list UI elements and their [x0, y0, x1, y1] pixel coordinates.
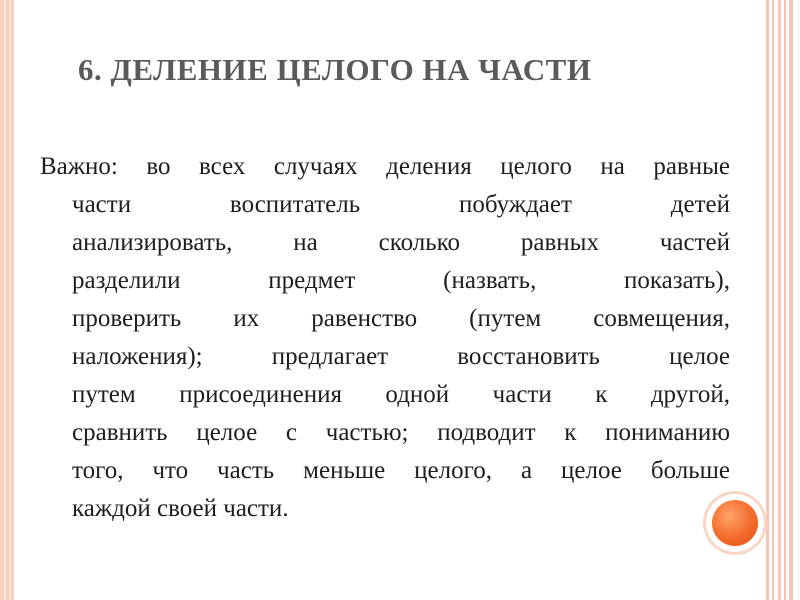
left-decorative-border	[0, 0, 14, 600]
right-border-stripe	[784, 0, 786, 600]
decorative-orange-circle	[712, 500, 758, 546]
left-border-stripe	[9, 0, 11, 600]
slide-title: 6. ДЕЛЕНИЕ ЦЕЛОГО НА ЧАСТИ	[78, 52, 592, 87]
body-line: путем присоединения одной части к другой,	[72, 381, 730, 408]
right-border-stripe	[766, 0, 769, 600]
body-line: того, что часть меньше целого, а целое больше	[72, 457, 730, 484]
right-border-stripe	[789, 0, 793, 600]
right-border-stripe	[772, 0, 774, 600]
body-line: каждой своей части.	[72, 495, 289, 522]
body-line: анализировать, на сколько равных частей	[72, 229, 730, 256]
body-line: наложения); предлагает восстановить целое	[72, 343, 730, 370]
right-border-stripe	[778, 0, 781, 600]
body-line: разделили предмет (назвать, показать),	[72, 267, 730, 294]
left-border-stripe	[4, 0, 6, 600]
body-line: Важно: во всех случаях деления целого на равные	[40, 153, 730, 180]
right-decorative-border	[764, 0, 800, 600]
slide-body-text	[40, 148, 730, 528]
body-line: проверить их равенство (путем совмещения,	[72, 305, 730, 332]
body-line: части воспитатель побуждает детей	[72, 191, 730, 218]
body-line: сравнить целое с частью; подводит к пониманию	[72, 419, 730, 446]
